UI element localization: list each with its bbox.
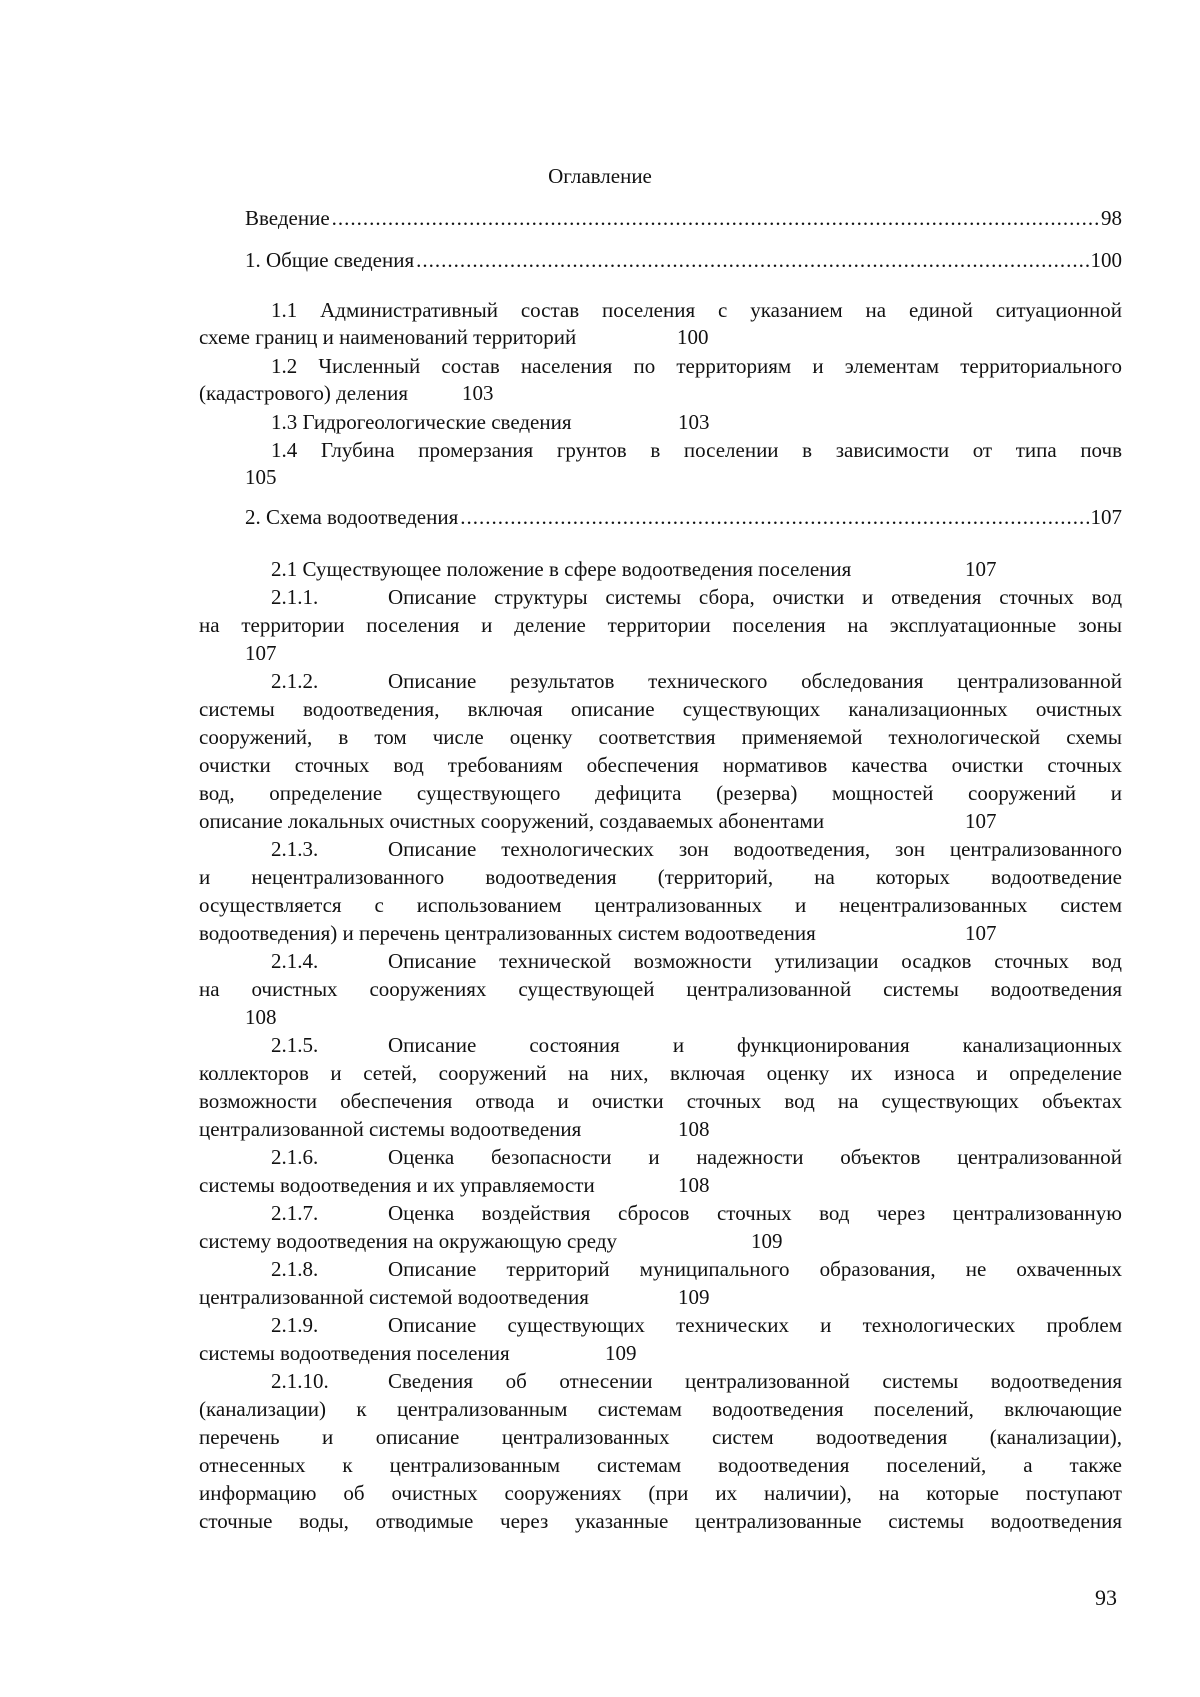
toc-entry-2-1-1-line2[interactable]: на территории поселения и деление территории поселения на эксплуатационные зоны [199,613,1122,637]
dot-leader [332,205,1099,231]
toc-entry-2-1-4-line2[interactable]: на очистных сооружениях существующей централизованной системы водоотведения [199,977,1122,1001]
dot-leader [460,504,1088,530]
toc-entry-2-1-8-page: 109 [678,1285,710,1309]
page-number: 93 [1095,1585,1117,1610]
toc-entry-1-3-page: 103 [678,410,710,434]
toc-entry-2-1-5-line4[interactable]: централизованной системы водоотведения [199,1117,582,1141]
toc-title: Оглавление [548,164,652,188]
toc-entry-2-1-3-line1[interactable]: Описание технологических зон водоотведения, зон централизованного [388,837,1122,861]
toc-entry-2-1-10-line5[interactable]: информацию об очистных сооружениях (при их наличии), на которые поступают [199,1481,1122,1505]
toc-entry-2-1-8-number: 2.1.8. [271,1257,319,1281]
toc-entry-2-1[interactable]: 2.1 Существующее положение в сфере водоотведения поселения [271,557,852,581]
toc-entry-2-1-3-line4[interactable]: водоотведения) и перечень централизованных систем водоотведения [199,921,816,945]
toc-entry-2-1-7-line2[interactable]: систему водоотведения на окружающую среду [199,1229,618,1253]
toc-entry-2-1-2-line1[interactable]: Описание результатов технического обследования централизованной [388,669,1122,693]
toc-entry-2-1-4-line1[interactable]: Описание технической возможности утилизации осадков сточных вод [388,949,1122,973]
toc-entry-2-1-9-line1[interactable]: Описание существующих технических и технологических проблем [388,1313,1122,1337]
toc-entry-2-1-10-line6[interactable]: сточные воды, отводимые через указанные централизованные системы водоотведения [199,1509,1122,1533]
toc-entry-2-1-9-line2[interactable]: системы водоотведения поселения [199,1341,510,1365]
toc-entry-2-1-3-line3[interactable]: осуществляется с использованием централизованных и нецентрализованных систем [199,893,1122,917]
toc-entry-2-1-4-number: 2.1.4. [271,949,319,973]
toc-entry-2-1-3-line2[interactable]: и нецентрализованного водоотведения (территорий, на которых водоотведение [199,865,1122,889]
toc-entry-2-1-7-line1[interactable]: Оценка воздействия сбросов сточных вод через централизованную [388,1201,1122,1225]
toc-entry-1-2-line2[interactable]: (кадастрового) деления [199,381,409,405]
toc-entry-label: Введение [245,206,330,230]
toc-entry-2-1-6-page: 108 [678,1173,710,1197]
toc-entry-2-1-2-page: 107 [965,809,997,833]
toc-entry-1-2-line1[interactable]: 1.2 Численный состав населения по территориям и элементам территориального [271,354,1122,378]
toc-entry-2-1-6-line1[interactable]: Оценка безопасности и надежности объектов централизованной [388,1145,1122,1169]
toc-entry-2-1-1-number: 2.1.1. [271,585,319,609]
toc-entry-2-1-2-line5[interactable]: вод, определение существующего дефицита (резерва) мощностей сооружений и [199,781,1122,805]
toc-entry-2-1-5-line3[interactable]: возможности обеспечения отвода и очистки сточных вод на существующих объектах [199,1089,1122,1113]
toc-entry-2-1-6-number: 2.1.6. [271,1145,319,1169]
toc-entry-label: 1. Общие сведения [245,248,415,272]
toc-entry-page: 107 [1090,505,1122,529]
toc-entry-2-1-5-number: 2.1.5. [271,1033,319,1057]
toc-entry-introduction[interactable] [245,205,1122,231]
toc-entry-label: 2. Схема водоотведения [245,505,459,529]
toc-entry-2-1-10-line3[interactable]: перечень и описание централизованных систем водоотведения (канализации), [199,1425,1122,1449]
toc-entry-2-1-10-number: 2.1.10. [271,1369,329,1393]
toc-entry-sewerage-scheme[interactable] [245,504,1122,530]
dot-leader [416,247,1088,273]
toc-entry-2-1-1-line1[interactable]: Описание структуры системы сбора, очистки и отведения сточных вод [388,585,1122,609]
toc-entry-2-1-2-line4[interactable]: очистки сточных вод требованиям обеспечения нормативов качества очистки сточных [199,753,1122,777]
toc-entry-2-1-7-page: 109 [751,1229,783,1253]
toc-entry-general-info[interactable] [245,247,1122,273]
toc-entry-2-1-2-line2[interactable]: системы водоотведения, включая описание существующих канализационных очистных [199,697,1122,721]
toc-entry-page: 98 [1101,206,1122,230]
toc-entry-2-1-8-line2[interactable]: централизованной системой водоотведения [199,1285,589,1309]
toc-entry-2-1-2-line3[interactable]: сооружений, в том числе оценку соответствия применяемой технологической схемы [199,725,1122,749]
toc-entry-2-1-7-number: 2.1.7. [271,1201,319,1225]
toc-entry-2-1-5-line1[interactable]: Описание состояния и функционирования канализационных [388,1033,1122,1057]
toc-entry-2-1-10-line1[interactable]: Сведения об отнесении централизованной системы водоотведения [388,1369,1122,1393]
toc-entry-2-1-10-line2[interactable]: (канализации) к централизованным системам водоотведения поселений, включающие [199,1397,1122,1421]
toc-entry-2-1-9-page: 109 [605,1341,637,1365]
toc-entry-1-4-line1[interactable]: 1.4 Глубина промерзания грунтов в поселении в зависимости от типа почв [271,438,1122,462]
toc-entry-2-1-3-page: 107 [965,921,997,945]
toc-entry-2-1-3-number: 2.1.3. [271,837,319,861]
toc-entry-2-1-1-page: 107 [245,641,277,665]
toc-entry-2-1-5-page: 108 [678,1117,710,1141]
toc-entry-page: 100 [1090,248,1122,272]
toc-entry-2-1-4-page: 108 [245,1005,277,1029]
toc-entry-2-1-page: 107 [965,557,997,581]
toc-entry-2-1-6-line2[interactable]: системы водоотведения и их управляемости [199,1173,595,1197]
toc-entry-2-1-2-line6[interactable]: описание локальных очистных сооружений, создаваемых абонентами [199,809,825,833]
toc-entry-2-1-9-number: 2.1.9. [271,1313,319,1337]
toc-entry-2-1-8-line1[interactable]: Описание территорий муниципального образования, не охваченных [388,1257,1122,1281]
toc-entry-2-1-5-line2[interactable]: коллекторов и сетей, сооружений на них, включая оценку их износа и определение [199,1061,1122,1085]
toc-entry-1-1-page: 100 [677,325,709,349]
toc-entry-1-1-line2[interactable]: схеме границ и наименований территорий [199,325,577,349]
toc-entry-1-3[interactable]: 1.3 Гидрогеологические сведения [271,410,572,434]
toc-entry-2-1-10-line4[interactable]: отнесенных к централизованным системам водоотведения поселений, а также [199,1453,1122,1477]
toc-entry-1-2-page: 103 [462,381,494,405]
toc-entry-2-1-2-number: 2.1.2. [271,669,319,693]
toc-entry-1-1-line1[interactable]: 1.1 Административный состав поселения с указанием на единой ситуационной [271,298,1122,322]
toc-entry-1-4-page: 105 [245,465,277,489]
